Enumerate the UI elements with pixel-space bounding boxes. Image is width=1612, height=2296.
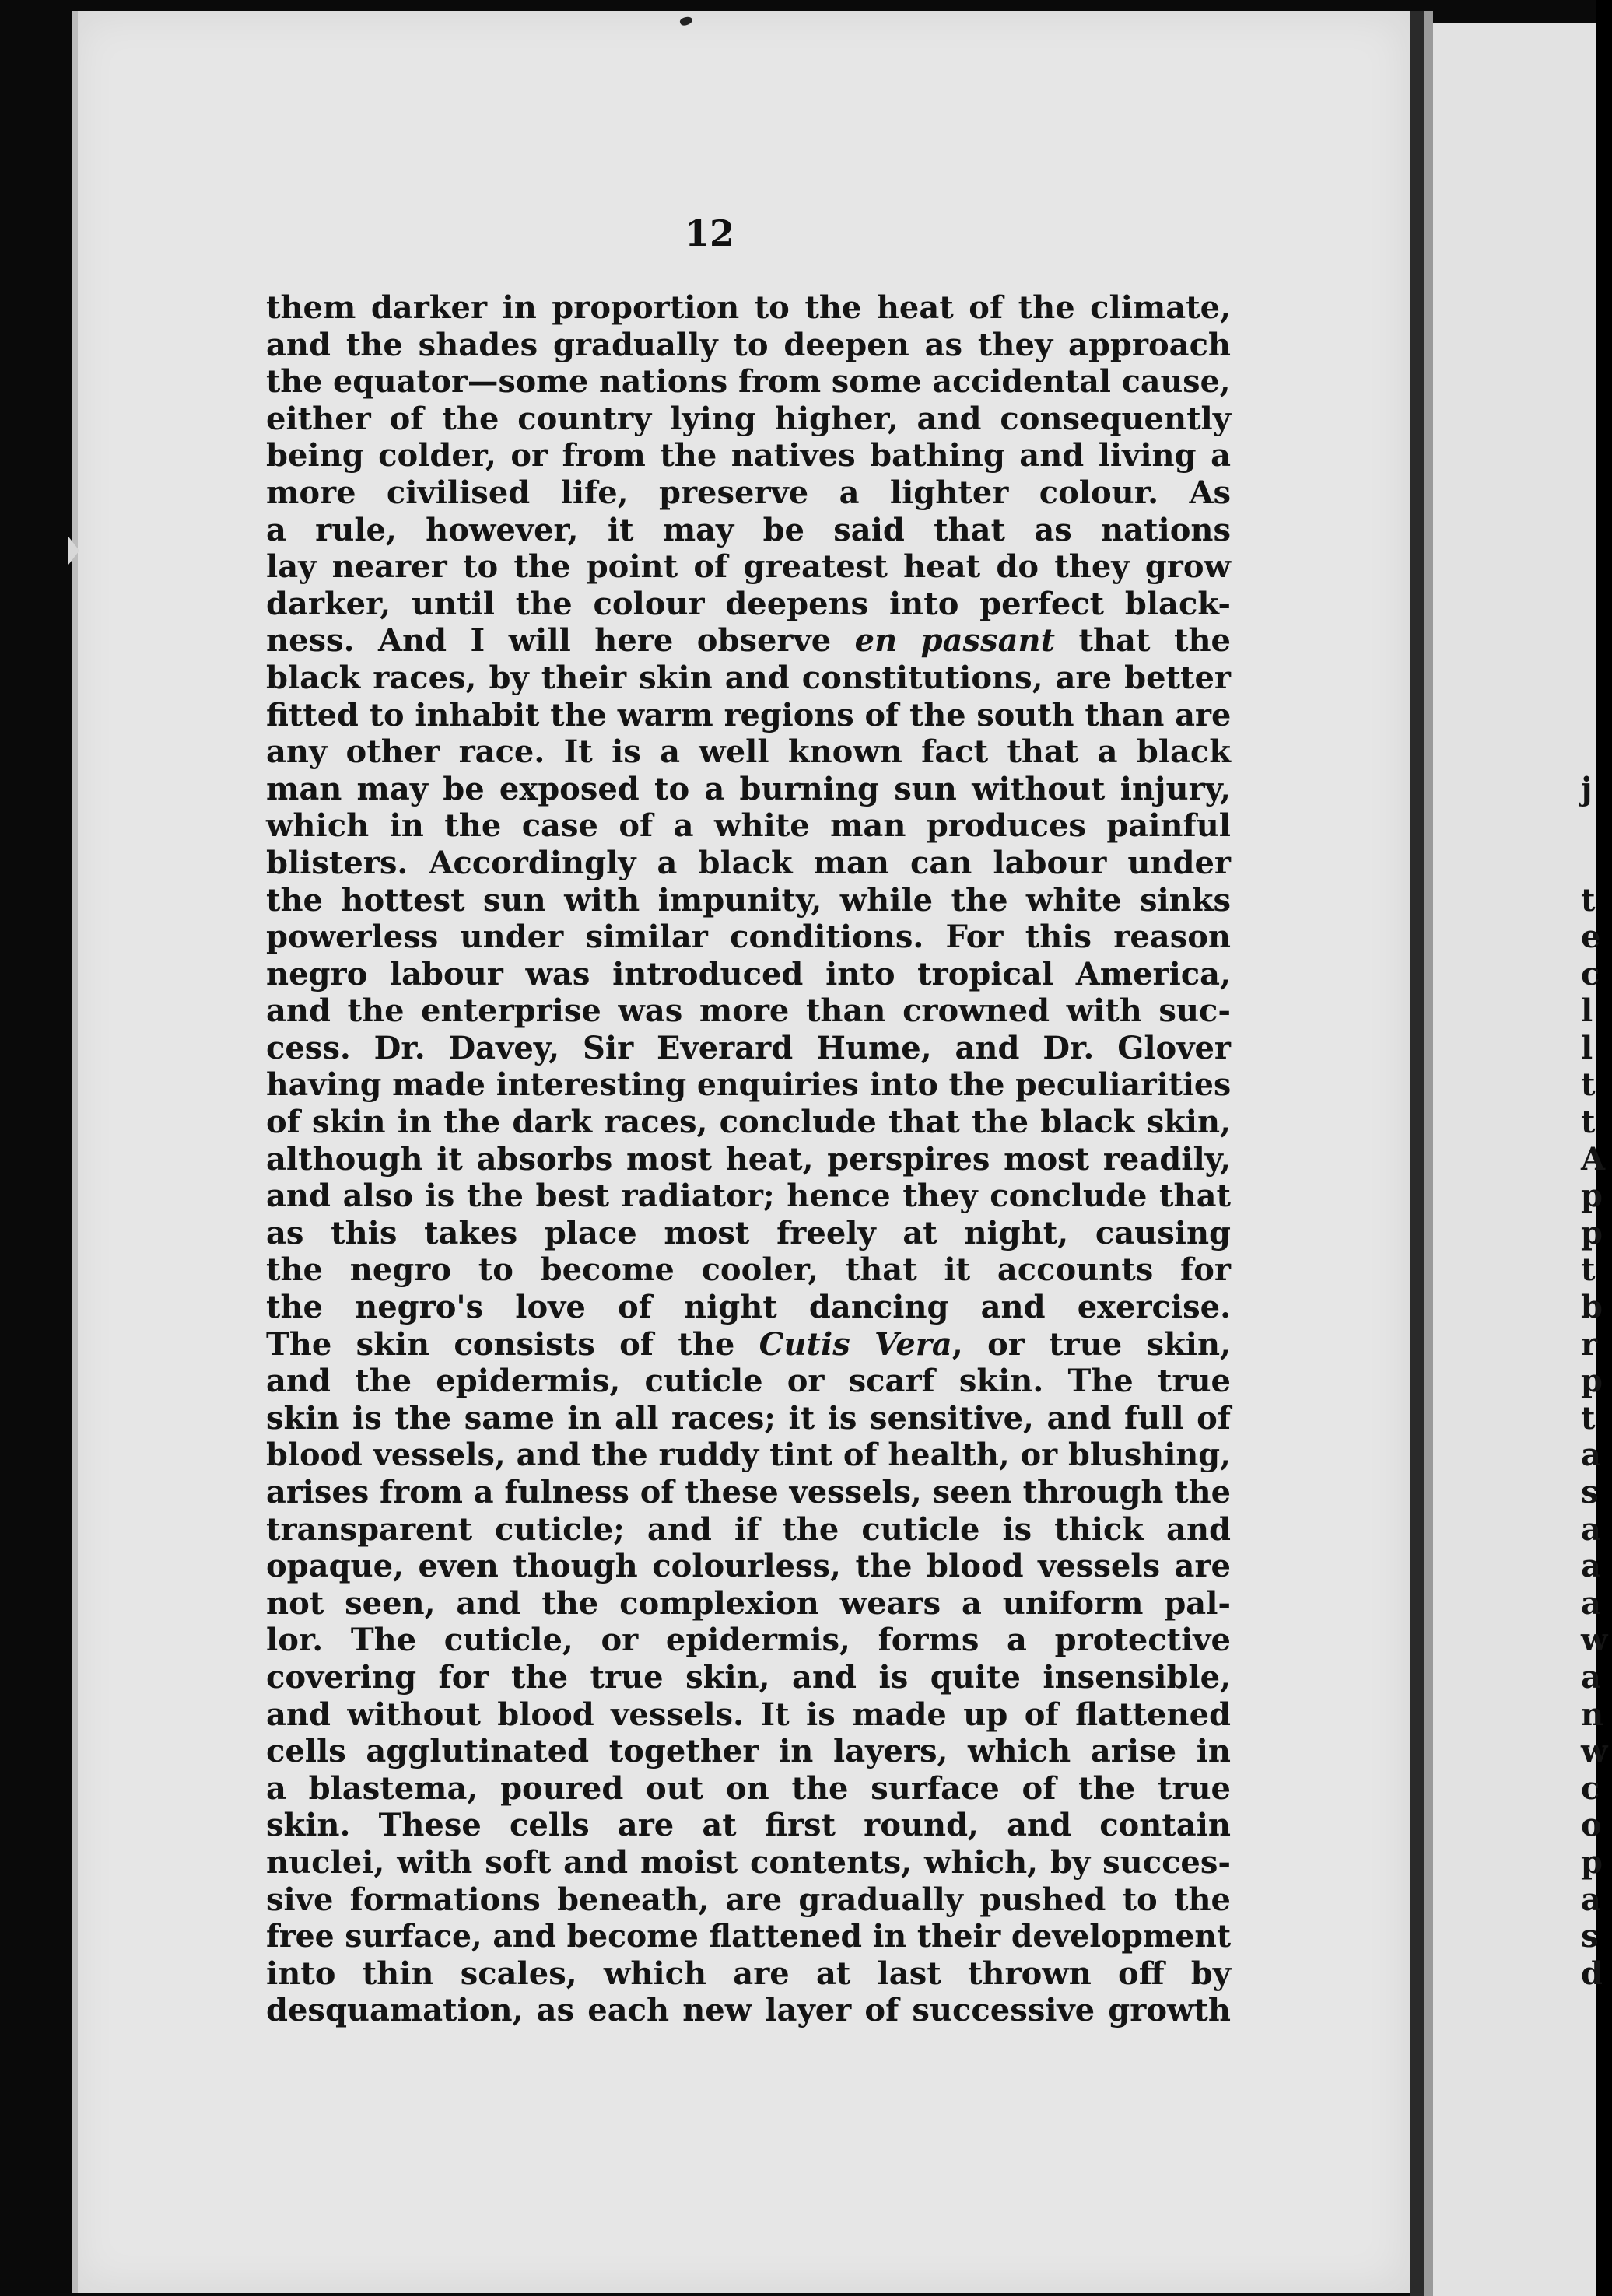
text-line: transparent cuticle; and if the cuticle is thick and <box>266 1510 1231 1548</box>
adjacent-text-fragment: l <box>1581 1029 1593 1066</box>
text-line: cells agglutinated together in layers, which arise in <box>266 1733 1231 1770</box>
adjacent-text-fragment <box>1581 660 1612 697</box>
adjacent-text-fragment: r <box>1581 1325 1598 1363</box>
text-line: lay nearer to the point of greatest heat do they grow <box>266 548 1231 586</box>
page-number: 12 <box>685 212 735 254</box>
text-line: skin is the same in all races; it is sensitive, and full of <box>266 1399 1231 1437</box>
adjacent-text-fragment: w <box>1581 1622 1608 1659</box>
text-line: although it absorbs most heat, perspires most readily, <box>266 1140 1231 1178</box>
text-line: any other race. It is a well known fact that a black <box>266 733 1231 771</box>
adjacent-text-fragment: A <box>1581 1140 1606 1178</box>
text-line: arises from a fulness of these vessels, seen through the <box>266 1474 1231 1510</box>
text-line: into thin scales, which are at last thrown off by <box>266 1955 1231 1992</box>
adjacent-text-fragment <box>1581 845 1612 882</box>
adjacent-text-fragment: t <box>1581 1251 1596 1289</box>
adjacent-text-fragment <box>1581 697 1612 734</box>
adjacent-text-fragment: a <box>1581 1510 1601 1548</box>
text-line: black races, by their skin and constitutions, are better <box>266 659 1231 696</box>
text-line: man may be exposed to a burning sun without injury, <box>266 770 1231 807</box>
adjacent-text-fragment: n <box>1581 1696 1604 1733</box>
adjacent-text-fragment <box>1581 437 1612 474</box>
adjacent-text-fragment: a <box>1581 1584 1601 1622</box>
text-line: darker, until the colour deepens into perfect black- <box>266 585 1231 622</box>
page-edge <box>72 11 78 2293</box>
italic-phrase: en passant <box>854 622 1056 660</box>
text-line: powerless under similar conditions. For this reason <box>266 919 1231 956</box>
text-line: which in the case of a white man produces painful <box>266 807 1231 845</box>
text-line: and the enterprise was more than crowned with suc- <box>266 992 1231 1030</box>
adjacent-text-fragment <box>1581 807 1612 845</box>
adjacent-text-fragment <box>1581 548 1612 586</box>
text-line: a blastema, poured out on the surface of the true <box>266 1769 1231 1807</box>
adjacent-text-fragment: t <box>1581 1399 1596 1437</box>
adjacent-text-fragment: c <box>1581 955 1600 992</box>
text-line: of skin in the dark races, conclude that the black skin, <box>266 1104 1231 1141</box>
adjacent-text-fragment: a <box>1581 1548 1601 1585</box>
adjacent-page <box>1433 23 1596 2296</box>
text-line: covering for the true skin, and is quite insensible, <box>266 1658 1231 1696</box>
text-line: opaque, even though colourless, the blood vessels are <box>266 1548 1231 1585</box>
text-line: fitted to inhabit the warm regions of the south than are <box>266 696 1232 733</box>
adjacent-text-fragment: a <box>1581 1881 1601 1918</box>
adjacent-text-fragment: p <box>1581 1363 1603 1400</box>
text-line: a rule, however, it may be said that as nations <box>266 511 1231 548</box>
text-line: cess. Dr. Davey, Sir Everard Hume, and Dr. Glover <box>266 1029 1231 1066</box>
text-line: the hottest sun with impunity, while the white sinks <box>266 881 1231 919</box>
adjacent-text-fragment: p <box>1581 1843 1603 1881</box>
text-line: sive formations beneath, are gradually pushed to the <box>266 1881 1231 1918</box>
adjacent-text-fragment <box>1581 622 1612 660</box>
text-line: and also is the best radiator; hence they conclude that <box>266 1178 1231 1215</box>
text-line: not seen, and the complexion wears a uniform pal- <box>266 1584 1231 1622</box>
adjacent-text-fragment: l <box>1581 992 1593 1030</box>
adjacent-text-fragment: e <box>1581 919 1601 956</box>
adjacent-text-fragment: t <box>1581 1066 1596 1104</box>
text-line: The skin consists of the Cutis Vera, or true skin, <box>266 1325 1231 1363</box>
text-line: blisters. Accordingly a black man can labour under <box>266 844 1231 881</box>
gutter-shadow <box>1424 11 1433 2296</box>
adjacent-text-fragment <box>1581 474 1612 512</box>
adjacent-text-fragment: s <box>1581 1918 1599 1955</box>
adjacent-text-fragment: p <box>1581 1178 1603 1215</box>
text-line: and the epidermis, cuticle or scarf skin. The true <box>266 1363 1231 1400</box>
adjacent-text-fragment: a <box>1581 1437 1601 1474</box>
text-line: having made interesting enquiries into the peculiarities <box>266 1066 1232 1104</box>
text-line: the negro to become cooler, that it accounts for <box>266 1251 1231 1289</box>
adjacent-text-fragment: d <box>1581 1955 1603 1992</box>
italic-phrase: Cutis Vera <box>759 1325 952 1363</box>
adjacent-text-fragment <box>1581 401 1612 438</box>
text-line: negro labour was introduced into tropical America, <box>266 955 1231 992</box>
adjacent-text-fragment <box>1581 733 1612 771</box>
adjacent-text-fragment: a <box>1581 1658 1601 1696</box>
text-line: skin. These cells are at first round, and contain <box>266 1807 1231 1844</box>
text-line: either of the country lying higher, and consequently <box>266 400 1231 437</box>
adjacent-text-fragment <box>1581 512 1612 549</box>
text-line: nuclei, with soft and moist contents, which, by succes- <box>266 1843 1231 1881</box>
body-text <box>266 289 1231 2029</box>
text-line: and without blood vessels. It is made up of flattened <box>266 1696 1231 1733</box>
text-line: as this takes place most freely at night, causing <box>266 1214 1231 1251</box>
text-line: being colder, or from the natives bathing and living a <box>266 437 1231 474</box>
text-line: them darker in proportion to the heat of the climate, <box>266 289 1231 326</box>
text-line: the negro's love of night dancing and exercise. <box>266 1289 1231 1326</box>
adjacent-text-fragment: t <box>1581 1104 1596 1141</box>
adjacent-text-fragment: p <box>1581 1214 1603 1251</box>
text-line: blood vessels, and the ruddy tint of health, or blushing, <box>266 1437 1232 1474</box>
adjacent-text-fragment: c <box>1581 1769 1600 1807</box>
text-line: and the shades gradually to deepen as they approach <box>266 326 1231 363</box>
adjacent-text-fragment <box>1581 289 1612 327</box>
text-line: desquamation, as each new layer of successive growth <box>266 1992 1231 2029</box>
text-line: more civilised life, preserve a lighter colour. As <box>266 474 1231 511</box>
text-line: the equator—some nations from some accidental cause, <box>266 363 1231 401</box>
text-line: ness. And I will here observe en passant that the <box>266 622 1232 660</box>
adjacent-text-fragment: t <box>1581 881 1596 919</box>
adjacent-text-fragment: w <box>1581 1733 1608 1770</box>
adjacent-text-fragment <box>1581 363 1612 401</box>
adjacent-text-fragment: s <box>1581 1474 1599 1510</box>
adjacent-text-fragment: j <box>1581 770 1593 807</box>
page-notch <box>68 537 79 565</box>
adjacent-text-fragment: o <box>1581 1807 1602 1844</box>
adjacent-text-fragment <box>1581 1992 1612 2029</box>
adjacent-page-text <box>1581 289 1612 2029</box>
text-line: free surface, and become flattened in their development <box>266 1918 1232 1955</box>
binding-gutter <box>1410 11 1424 2296</box>
text-line: lor. The cuticle, or epidermis, forms a protective <box>266 1622 1231 1659</box>
adjacent-text-fragment <box>1581 586 1612 623</box>
adjacent-text-fragment: b <box>1581 1289 1603 1326</box>
adjacent-text-fragment <box>1581 327 1612 364</box>
